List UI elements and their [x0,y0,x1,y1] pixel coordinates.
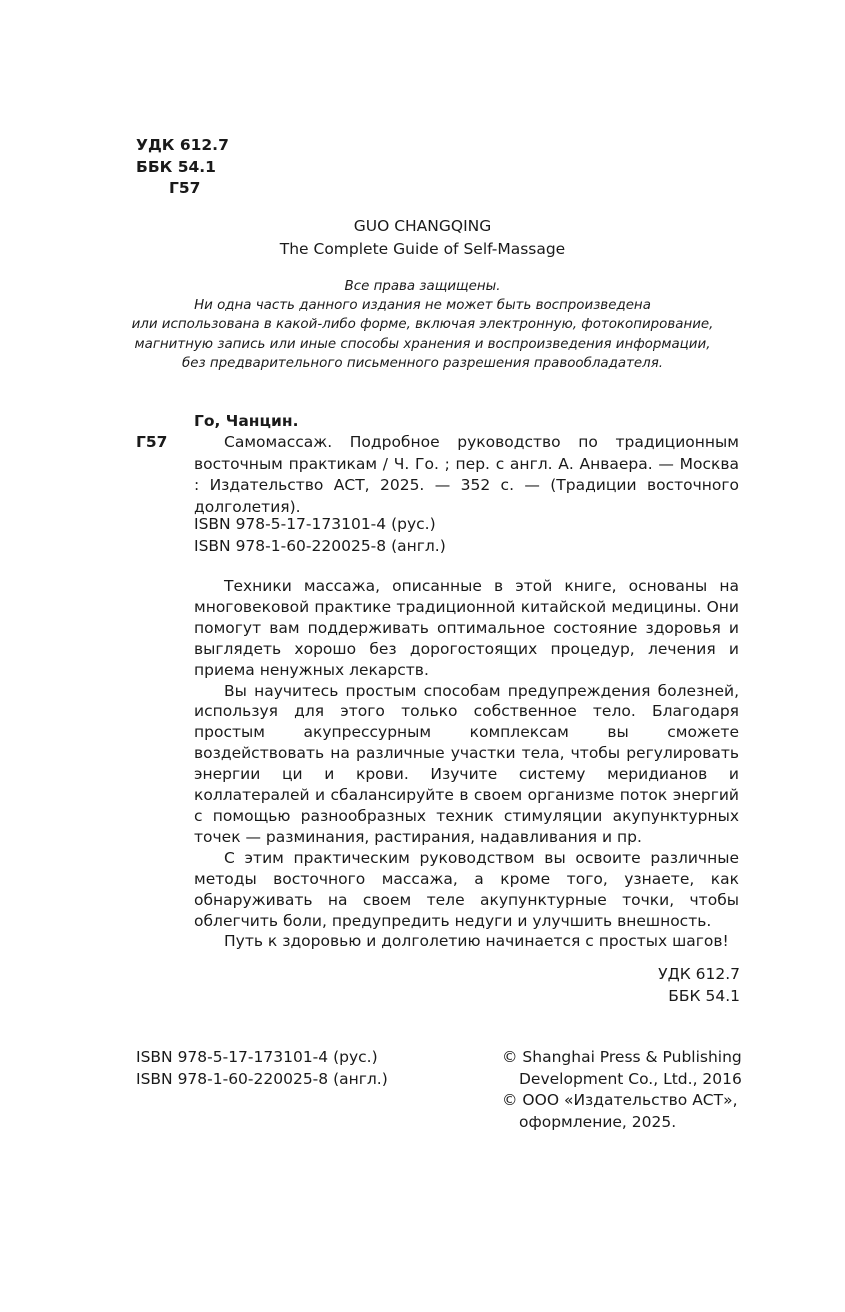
classification-block [136,135,229,200]
isbn-ru: ISBN 978-5-17-173101-4 (рус.) [194,515,436,533]
rights-line: Все права защищены. [344,279,501,294]
author-code: Г57 [169,179,201,197]
catalog-code: Г57 [136,433,168,451]
copyright-line: оформление, 2025. [519,1112,677,1131]
copyright-line: Development Co., Ltd., 2016 [519,1069,742,1088]
udk-code: УДК 612.7 [136,136,229,154]
original-author: GUO CHANGQING [353,217,492,235]
original-title: The Complete Guide of Self-Massage [279,240,566,258]
footer-isbn-ru: ISBN 978-5-17-173101-4 (рус.) [136,1048,378,1066]
footer-udk: УДК 612.7 [658,965,740,983]
rights-line: без предварительного письменного разрешения правообладателя. [181,355,664,371]
catalog-author: Го, Чанцин. [194,412,299,430]
rights-line: магнитную запись или иные способы хранения и воспроизведения информации, [134,336,711,352]
isbn-en: ISBN 978-1-60-220025-8 (англ.) [194,536,446,555]
annotation-paragraph: С этим практическим руководством вы освоите различные методы восточного массажа, а кроме того, узнаете, как обнаруживать на своем теле акупунктурные точки, чтобы облегчить боли, предупредить недуги и улучшить внешность. [194,848,739,930]
bbk-code: ББК 54.1 [136,157,216,176]
catalog-isbn-block [194,514,446,557]
footer-bbk: ББК 54.1 [668,986,740,1005]
copyright-line: © ООО «Издательство АСТ», [502,1091,738,1109]
footer-classification [600,964,740,1007]
original-title-block [0,215,845,261]
footer-isbn-block [136,1047,388,1090]
description-text: Самомассаж. Подробное руководство по традиционным восточным практикам / Ч. Го. ; пер. с англ. А. Анваера. — Москва : Издательство АСТ, 2025. — 352 с. — (Традиции восточного долголетия). [194,433,739,516]
annotation [194,576,739,952]
annotation-paragraph: Путь к здоровью и долголетию начинается с простых шагов! [224,932,729,951]
bibliographic-description [194,432,739,518]
rights-notice [120,277,725,373]
annotation-paragraph: Вы научитесь простым способам предупреждения болезней, используя для этого только собственное тело. Благодаря простым акупрессурным комплексам вы сможете воздействовать на различные участки тела, чтобы регулировать энергии ци и крови. Изучите систему меридианов и коллатералей и сбалансируйте в своем организме поток энергий с помощью разнообразных техник стимуляции акупунктурных точек — разминания, растирания, надавливания и пр. [194,681,739,846]
rights-line: или использована в какой-либо форме, включая электронную, фотокопирование, [131,317,714,333]
rights-line: Ни одна часть данного издания не может быть воспроизведена [194,298,651,314]
copyright-block [502,1047,742,1133]
footer-isbn-en: ISBN 978-1-60-220025-8 (англ.) [136,1069,388,1088]
copyright-line: © Shanghai Press & Publishing [502,1048,742,1066]
annotation-paragraph: Техники массажа, описанные в этой книге, основаны на многовековой практике традиционной китайской медицины. Они помогут вам поддерживать оптимальное состояние здоровья и выглядеть хорошо без дорогостоящих процедур, лечения и приема ненужных лекарств. [194,577,739,679]
